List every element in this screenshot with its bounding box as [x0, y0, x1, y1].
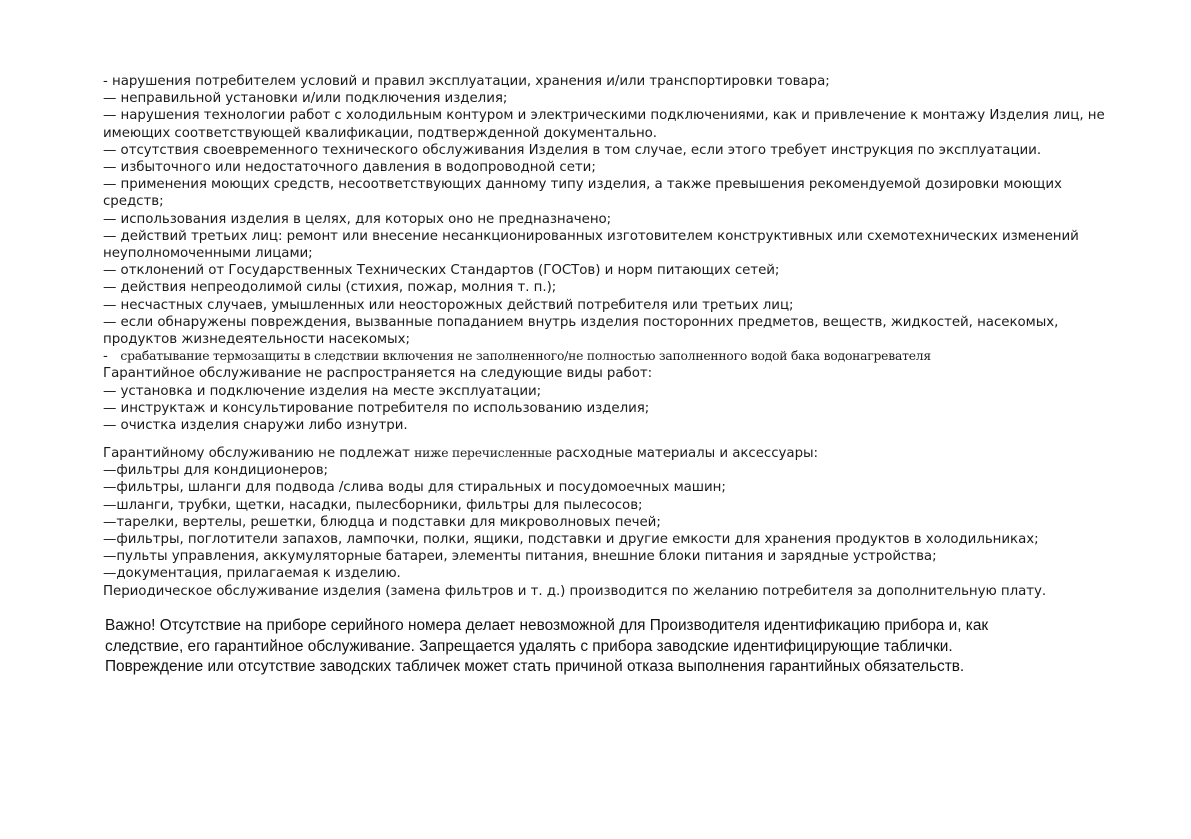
exclusion-line: — отклонений от Государственных Технических Стандартов (ГОСТов) и норм питающих сетей; [103, 263, 780, 279]
important-line: следствие, его гарантийное обслуживание. Запрещается удалять с прибора заводские идентифицирующие таблички. [105, 637, 953, 655]
consumable-item: —тарелки, вертелы, решетки, блюдца и подставки для микроволновых печей; [103, 514, 661, 530]
important-notice [105, 616, 1105, 678]
thermo-prefix: - [103, 349, 121, 365]
exclusion-line: — использования изделия в целях, для которых оно не предназначено; [103, 211, 612, 227]
consumables-heading [103, 445, 1103, 462]
thermo-text: срабатывание термозащиты в следствии включения не заполненного/не полностью заполненного водой бака водонагревателя [120, 349, 931, 364]
important-line: Повреждение или отсутствие заводских табличек может стать причиной отказа выполнения гарантийных обязательств. [105, 658, 965, 675]
works-heading: Гарантийное обслуживание не распространяется на следующие виды работ: [103, 366, 653, 382]
exclusion-line: продуктов жизнедеятельности насекомых; [103, 332, 410, 348]
consumables-heading-a: Гарантийному обслуживанию не подлежат [103, 446, 415, 461]
exclusion-line: — нарушения технологии работ с холодильным контуром и электрическими подключениями, как и привлечение к монтажу Изделия лиц, не [103, 108, 1105, 124]
exclusion-line: — если обнаружены повреждения, вызванные попаданием внутрь изделия посторонних предметов, веществ, жидкостей, насекомых, [103, 314, 1059, 330]
exclusion-line: — действия непреодолимой силы (стихия, пожар, молния т. п.); [103, 280, 557, 296]
works-item: — установка и подключение изделия на месте эксплуатации; [103, 383, 542, 399]
exclusion-line: — избыточного или недостаточного давления в водопроводной сети; [103, 160, 596, 176]
exclusion-line: имеющих соответствующей квалификации, подтвержденной документально. [103, 125, 658, 141]
consumables-heading-c: расходные материалы и аксессуары: [551, 446, 819, 461]
exclusion-line: средств; [103, 194, 164, 210]
works-item: — инструктаж и консультирование потребителя по использованию изделия; [103, 400, 650, 416]
thermo-protection-line [103, 348, 1103, 365]
consumable-item: —фильтры, поглотители запахов, лампочки, полки, ящики, подставки и другие емкости для хранения продуктов в холодильниках; [103, 532, 1039, 548]
exclusions-list [103, 73, 1103, 434]
consumables-list [103, 445, 1103, 600]
periodic-service-note: Периодическое обслуживание изделия (замена фильтров и т. д.) производится по желанию потребителя за дополнительную плату. [103, 583, 1047, 599]
exclusion-line: - нарушения потребителем условий и правил эксплуатации, хранения и/или транспортировки товара; [103, 74, 830, 89]
important-line: Важно! Отсутствие на приборе серийного номера делает невозможной для Производителя идентификацию прибора и, как [105, 617, 989, 634]
exclusion-line: — применения моющих средств, несоответствующих данному типу изделия, а также превышения рекомендуемой дозировки моющих [103, 177, 1062, 193]
consumable-item: —документация, прилагаемая к изделию. [103, 566, 401, 582]
consumable-item: —пульты управления, аккумуляторные батареи, элементы питания, внешние блоки питания и зарядные устройства; [103, 549, 937, 565]
exclusion-line: — отсутствия своевременного технического обслуживания Изделия в том случае, если этого требует инструкция по эксплуатации. [103, 142, 1042, 158]
exclusion-line: — неправильной установки и/или подключения изделия; [103, 91, 508, 107]
exclusion-line: — несчастных случаев, умышленных или неосторожных действий потребителя или третьих лиц; [103, 297, 794, 313]
exclusion-line: неуполномоченными лицами; [103, 246, 313, 262]
consumable-item: —фильтры, шланги для подвода /слива воды для стиральных и посудомоечных машин; [103, 480, 726, 496]
consumable-item: —фильтры для кондиционеров; [103, 463, 328, 479]
works-item: — очистка изделия снаружи либо изнутри. [103, 418, 408, 434]
consumable-item: —шланги, трубки, щетки, насадки, пылесборники, фильтры для пылесосов; [103, 497, 643, 513]
consumables-heading-b: ниже перечисленные [414, 446, 552, 460]
exclusion-line: — действий третьих лиц: ремонт или внесение несанкционированных изготовителем конструктивных или схемотехнических изменений [103, 228, 1079, 244]
